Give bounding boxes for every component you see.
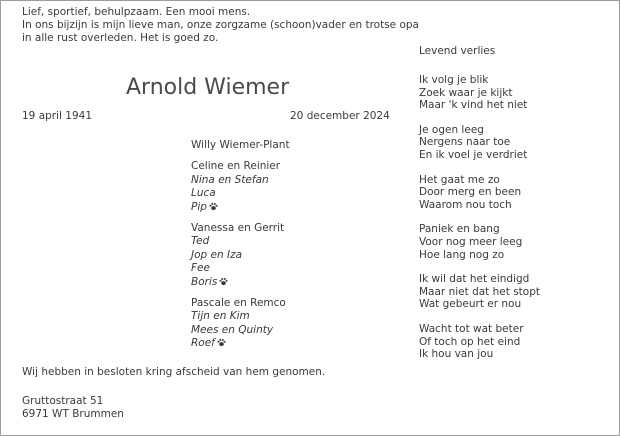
closing-text: Wij hebben in besloten kring afscheid van hem genomen. [22, 366, 326, 378]
poem-line: Hoe lang nog zo [419, 248, 505, 261]
family-member: Nina en Stefan [191, 173, 269, 186]
poem-line: Je ogen leeg [419, 123, 484, 136]
poem-line: Maar 'k vind het niet [419, 99, 528, 112]
poem-line: Voor nog meer leeg [419, 235, 523, 248]
intro-line: In ons bijzijn is mijn lieve man, onze zorgzame (schoon)vader en trotse opa [22, 19, 419, 31]
poem-title: Levend verlies [419, 45, 496, 57]
poem-stanza [419, 74, 540, 112]
poem-line: Ik hou van jou [419, 348, 494, 361]
paw-print-icon [219, 277, 228, 286]
poem-line: Ik wil dat het eindigd [419, 273, 530, 286]
intro-line: in alle rust overleden. Het is goed zo. [22, 32, 219, 44]
spouse-name: Willy Wiemer-Plant [191, 139, 290, 151]
birth-date: 19 april 1941 [22, 110, 93, 122]
family-group [191, 297, 290, 351]
address-street: Gruttostraat 51 [22, 395, 104, 407]
intro-line: Lief, sportief, behulpzaam. Een mooi mens. [22, 6, 251, 18]
family-member: Boris [191, 276, 290, 289]
family-member: Ted [191, 235, 210, 248]
family-list [191, 139, 290, 350]
poem-line: Wat gebeurt er nou [419, 298, 522, 311]
poem-line: Nergens naar toe [419, 136, 511, 149]
family-member: Roef [191, 337, 290, 350]
poem-line: Paniek en bang [419, 223, 500, 236]
death-date: 20 december 2024 [290, 110, 390, 122]
intro-text [22, 6, 419, 45]
family-member: Fee [191, 262, 210, 275]
family-parents: Pascale en Remco [191, 296, 286, 309]
poem-stanza [419, 124, 540, 162]
family-parents: Celine en Reinier [191, 160, 281, 173]
poem-line: Of toch op het eind [419, 335, 521, 348]
poem-line: Waarom nou toch [419, 198, 512, 211]
poem [419, 45, 540, 373]
family-group [191, 222, 290, 289]
poem-line: Het gaat me zo [419, 173, 500, 186]
poem-line: Maar niet dat het stopt [419, 285, 540, 298]
family-member: Jop en Iza [191, 248, 243, 261]
poem-line: Zoek waar je kijkt [419, 86, 513, 99]
family-member: Luca [191, 187, 216, 200]
deceased-name: Arnold Wiemer [126, 75, 290, 100]
poem-stanza [419, 273, 540, 311]
address-block [22, 395, 124, 421]
address-city: 6971 WT Brummen [22, 408, 124, 420]
poem-line: Ik volg je blik [419, 74, 489, 86]
poem-line: Door merg en been [419, 186, 522, 199]
paw-print-icon [217, 338, 226, 347]
paw-print-icon [209, 202, 218, 211]
family-member: Mees en Quinty [191, 323, 274, 336]
family-group [191, 160, 290, 214]
family-parents: Vanessa en Gerrit [191, 221, 285, 234]
family-member: Pip [191, 201, 290, 214]
poem-stanza [419, 223, 540, 261]
poem-line: Wacht tot wat beter [419, 322, 524, 335]
poem-line: En ik voel je verdriet [419, 148, 528, 161]
poem-stanza [419, 174, 540, 212]
family-member: Tijn en Kim [191, 310, 250, 323]
poem-stanza [419, 323, 540, 361]
